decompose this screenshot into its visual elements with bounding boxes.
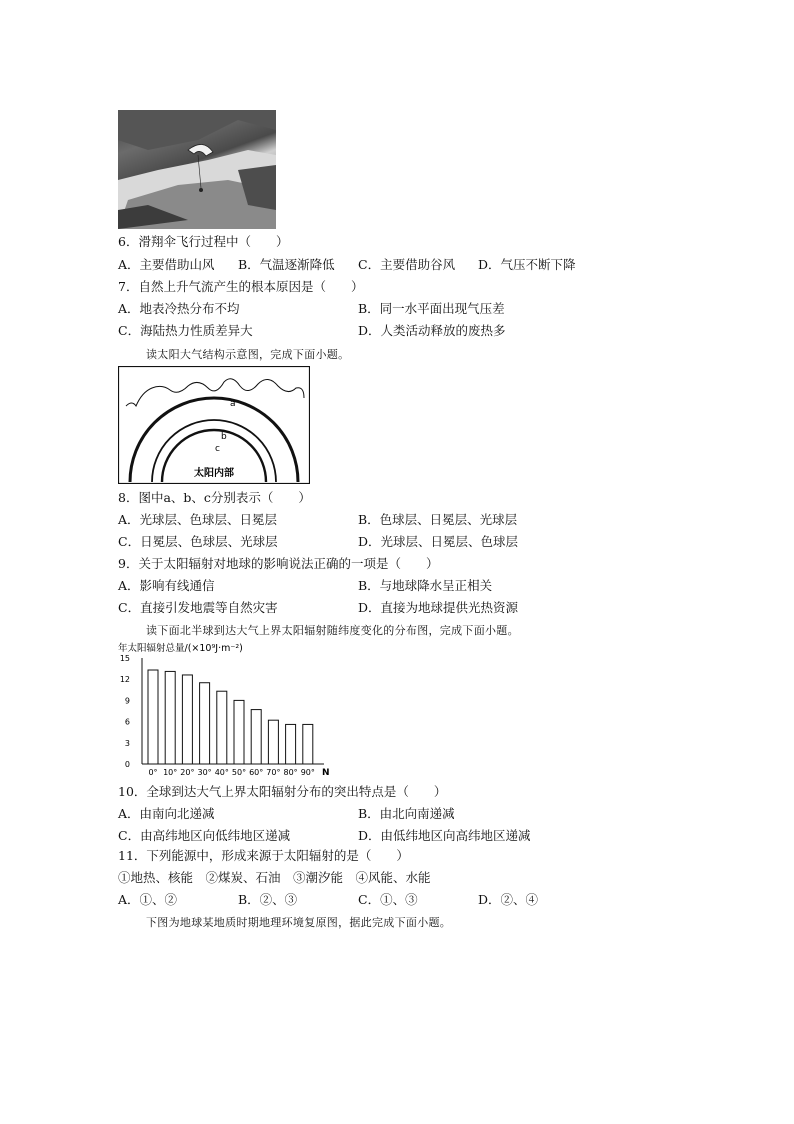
bar-4 bbox=[217, 691, 227, 764]
q6-option-b: B．气温逐渐降低 bbox=[238, 257, 335, 272]
paraglider-photo bbox=[118, 110, 276, 229]
y-tick-label: 3 bbox=[124, 738, 130, 748]
bar-3 bbox=[200, 683, 210, 764]
x-tick-label: 0° bbox=[148, 768, 158, 777]
q9-option-a: A．影响有线通信 bbox=[118, 578, 215, 593]
y-tick-label: 15 bbox=[119, 654, 130, 663]
label-a: a bbox=[230, 399, 236, 409]
q10-option-c: C．由高纬地区向低纬地区递减 bbox=[118, 828, 291, 843]
y-tick-label: 0 bbox=[124, 760, 130, 769]
intro-radiation-chart: 读下面北半球到达大气上界太阳辐射随纬度变化的分布图，完成下面小题。 bbox=[146, 624, 519, 637]
x-tick-label: 30° bbox=[197, 768, 212, 777]
x-tick-label: 10° bbox=[163, 768, 178, 777]
q9-option-d: D．直接为地球提供光热资源 bbox=[358, 600, 519, 615]
x-tick-label: 20° bbox=[180, 768, 195, 777]
q11-option-a: A．①、② bbox=[118, 892, 178, 907]
q9-option-b: B．与地球降水呈正相关 bbox=[358, 578, 493, 593]
bar-0 bbox=[148, 670, 158, 764]
bar-6 bbox=[251, 710, 261, 764]
x-tick-label: 70° bbox=[266, 768, 281, 777]
x-tick-label: 50° bbox=[231, 768, 247, 777]
intro-geologic-period: 下图为地球某地质时期地理环境复原图，据此完成下面小题。 bbox=[146, 916, 452, 929]
label-b: b bbox=[221, 432, 227, 442]
sun-structure-diagram bbox=[118, 366, 310, 484]
q11-stem: 11．下列能源中，形成来源于太阳辐射的是（ ） bbox=[118, 848, 409, 863]
bar-7 bbox=[268, 720, 278, 764]
solar-radiation-chart bbox=[118, 640, 338, 780]
x-tick-label: 90° bbox=[300, 768, 315, 777]
x-tick-label: 60° bbox=[249, 768, 264, 777]
y-tick-label: 12 bbox=[119, 675, 130, 685]
x-tick-label: 80° bbox=[283, 768, 298, 777]
q11-option-d: D．②、④ bbox=[478, 892, 539, 907]
q11-option-b: B．②、③ bbox=[238, 892, 298, 907]
bar-1 bbox=[165, 671, 175, 764]
q10-stem: 10．全球到达大气上界太阳辐射分布的突出特点是（ ） bbox=[118, 784, 447, 799]
y-tick-label: 9 bbox=[124, 696, 130, 706]
y-tick-label: 6 bbox=[124, 717, 130, 727]
q7-option-a: A．地表冷热分布不均 bbox=[118, 301, 240, 316]
label-c: c bbox=[215, 444, 220, 454]
q6-option-d: D．气压不断下降 bbox=[478, 257, 576, 272]
bar-5 bbox=[234, 700, 244, 764]
q8-option-c: C．日冕层、色球层、光球层 bbox=[118, 534, 278, 549]
bar-8 bbox=[286, 724, 296, 764]
q7-option-c: C．海陆热力性质差异大 bbox=[118, 323, 253, 338]
x-axis-end-label: N bbox=[322, 768, 330, 778]
q6-option-a: A．主要借助山风 bbox=[118, 257, 215, 272]
q10-option-a: A．由南向北递减 bbox=[118, 806, 215, 821]
bar-2 bbox=[182, 675, 192, 764]
chart-ylabel: 年太阳辐射总量/(×10⁹J·m⁻²) bbox=[118, 643, 243, 654]
q9-option-c: C．直接引发地震等自然灾害 bbox=[118, 600, 278, 615]
q8-stem: 8．图中a、b、c分别表示（ ） bbox=[118, 490, 311, 505]
q7-option-d: D．人类活动释放的废热多 bbox=[358, 323, 506, 338]
q8-option-b: B．色球层、日冕层、光球层 bbox=[358, 512, 518, 527]
q6-option-c: C．主要借助谷风 bbox=[358, 257, 456, 272]
q6-stem: 6．滑翔伞飞行过程中（ ） bbox=[118, 234, 289, 249]
solar-interior-label: 太阳内部 bbox=[194, 468, 234, 479]
q7-option-b: B．同一水平面出现气压差 bbox=[358, 301, 505, 316]
x-tick-label: 40° bbox=[214, 768, 229, 777]
q9-stem: 9．关于太阳辐射对地球的影响说法正确的一项是（ ） bbox=[118, 556, 439, 571]
q8-option-d: D．光球层、日冕层、色球层 bbox=[358, 534, 519, 549]
q11-items: ①地热、核能 ②煤炭、石油 ③潮汐能 ④风能、水能 bbox=[118, 870, 431, 885]
bar-9 bbox=[303, 724, 313, 764]
intro-sun-diagram: 读太阳大气结构示意图，完成下面小题。 bbox=[146, 348, 350, 361]
q8-option-a: A．光球层、色球层、日冕层 bbox=[118, 512, 278, 527]
q10-option-b: B．由北向南递减 bbox=[358, 806, 455, 821]
q10-option-d: D．由低纬地区向高纬地区递减 bbox=[358, 828, 531, 843]
q11-option-c: C．①、③ bbox=[358, 892, 418, 907]
q7-stem: 7．自然上升气流产生的根本原因是（ ） bbox=[118, 279, 364, 294]
